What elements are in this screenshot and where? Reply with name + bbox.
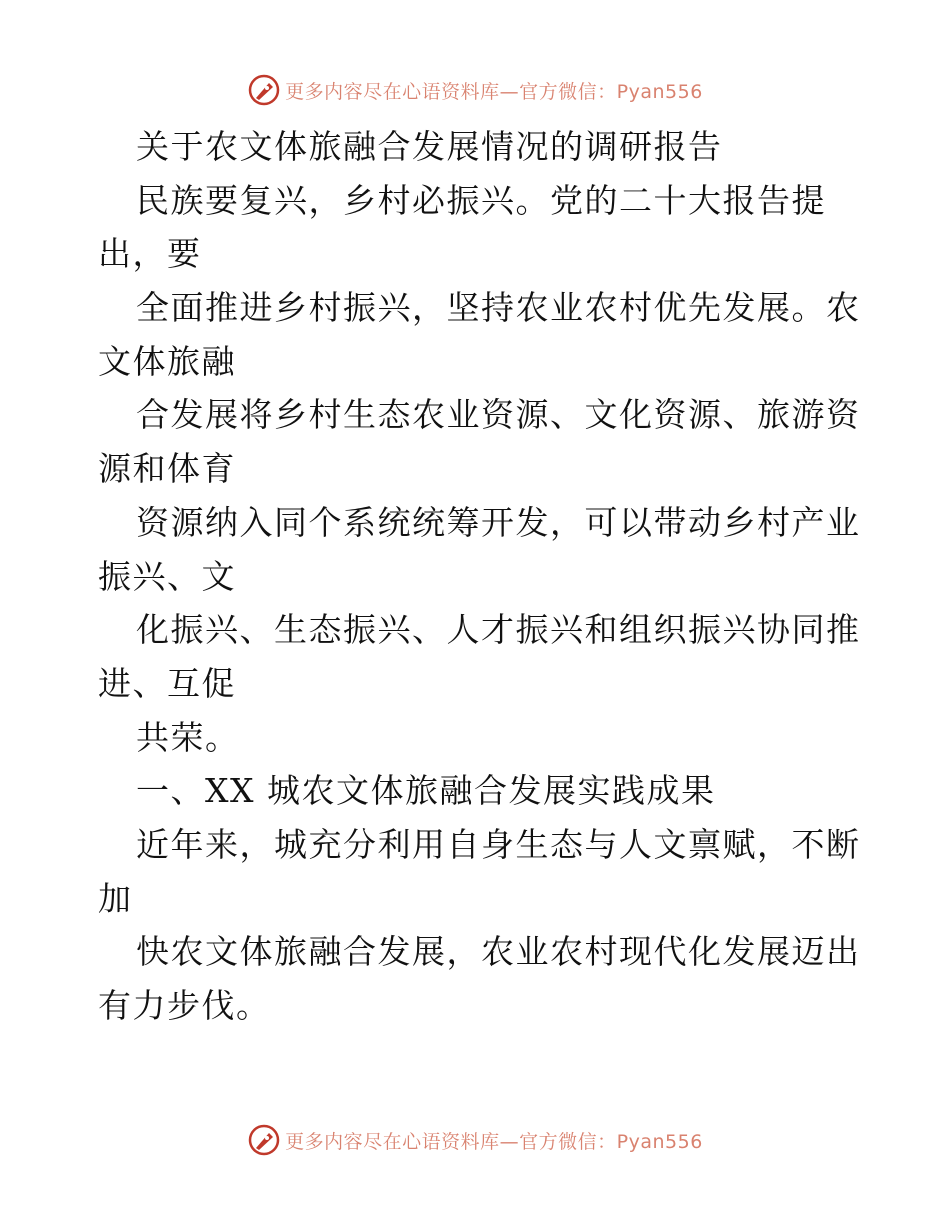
pen-nib-logo-icon — [247, 73, 281, 107]
text-line: 快农文体旅融合发展，农业农村现代化发展迈出 — [136, 932, 861, 972]
text-line: 振兴、文 — [98, 556, 236, 596]
text-line: 有力步伐。 — [98, 986, 271, 1025]
text-line: 化振兴、生态振兴、人才振兴和组织振兴协同推 — [136, 610, 861, 650]
text-line: 民族要复兴，乡村必振兴。党的二十大报告提 — [136, 180, 826, 220]
header-watermark-banner — [0, 70, 950, 110]
watermark-text: 更多内容尽在心语资料库—官方微信：Pyan556 — [285, 80, 703, 103]
watermark-text: 更多内容尽在心语资料库—官方微信：Pyan556 — [285, 1130, 703, 1153]
pen-nib-logo-icon — [247, 1123, 281, 1157]
text-line: 出，要 — [98, 234, 202, 274]
text-line: 一、XX 城农文体旅融合发展实践成果 — [136, 771, 716, 811]
footer-watermark-banner — [0, 1120, 950, 1160]
text-line: 源和体育 — [98, 449, 236, 489]
text-line: 加 — [98, 878, 133, 918]
document-body — [98, 120, 861, 1033]
text-line: 进、互促 — [98, 663, 236, 703]
text-line: 近年来，城充分利用自身生态与人文禀赋，不断 — [136, 824, 861, 864]
text-line: 共荣。 — [136, 717, 240, 757]
text-line: 全面推进乡村振兴，坚持农业农村优先发展。农 — [136, 288, 861, 328]
text-line: 文体旅融 — [98, 341, 236, 381]
text-line: 资源纳入同个系统统筹开发，可以带动乡村产业 — [136, 502, 861, 542]
text-line: 关于农文体旅融合发展情况的调研报告 — [136, 127, 723, 166]
text-line: 合发展将乡村生态农业资源、文化资源、旅游资 — [136, 395, 861, 435]
